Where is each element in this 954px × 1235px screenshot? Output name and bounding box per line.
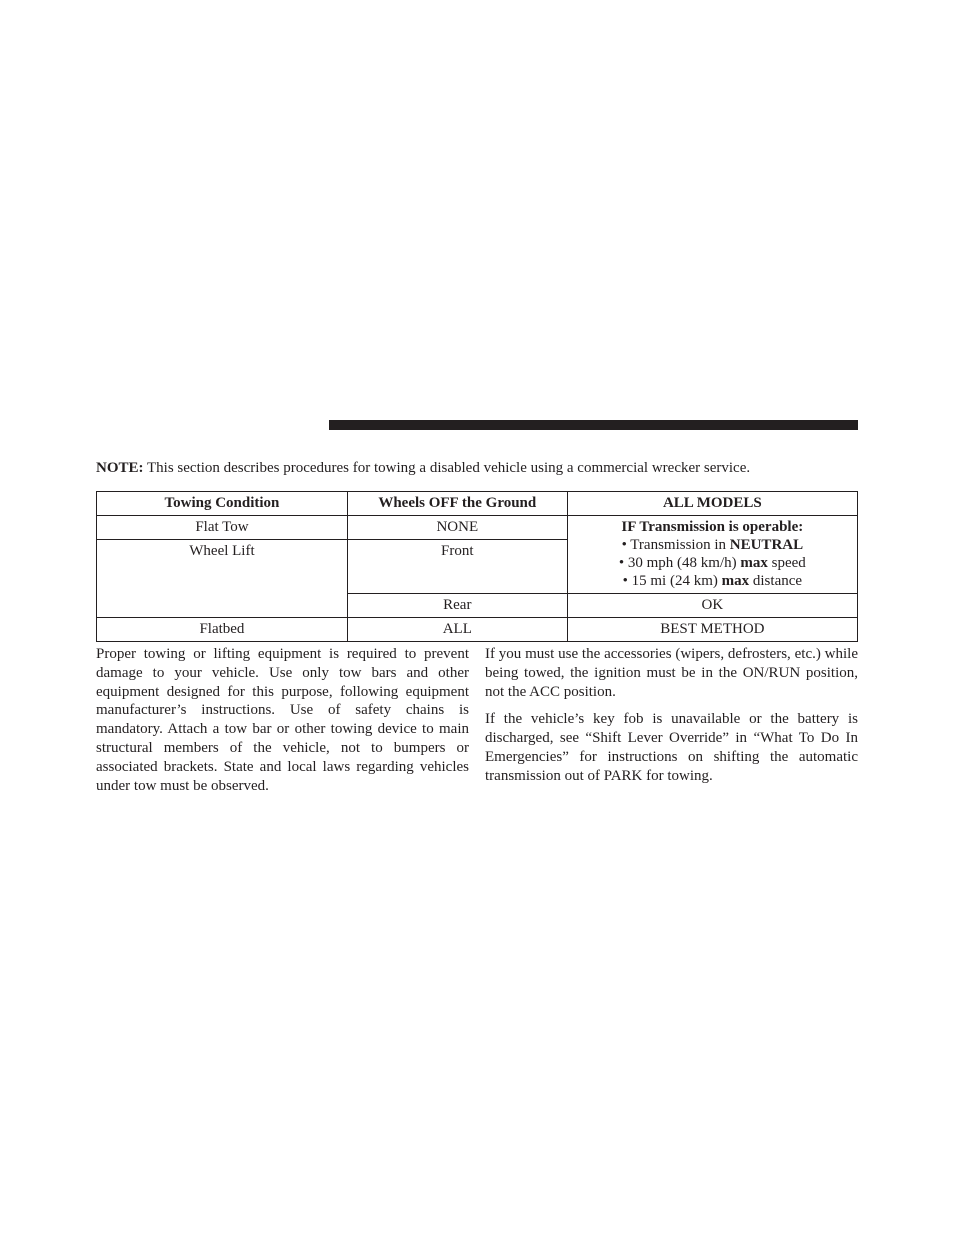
header-all-models: ALL MODELS (567, 492, 857, 516)
cell-flatbed-wheels: ALL (347, 618, 567, 642)
bullet-text: • 30 mph (48 km/h) (618, 555, 741, 571)
cell-flat-tow-condition: Flat Tow (97, 516, 348, 540)
note-text: This section describes procedures for towing a disabled vehicle using a commercial wrecker service. (143, 460, 751, 476)
cell-wheel-lift-rear-result: OK (567, 594, 857, 618)
bullet-bold: max (721, 573, 750, 589)
right-column (485, 645, 858, 795)
left-column (96, 645, 469, 804)
section-header-bar (329, 420, 858, 430)
cell-wheel-lift-front: Front (347, 540, 567, 594)
bullet-text: • 15 mi (24 km) (622, 573, 722, 589)
header-towing-condition: Towing Condition (97, 492, 348, 516)
towing-table (96, 491, 858, 642)
bullet-text: speed (767, 555, 806, 571)
operable-bullet-neutral (572, 536, 853, 554)
paragraph-key-fob: If the vehicle’s key fob is unavailable or the battery is discharged, see “Shift Lever Override” in “What To Do In Emergencies” for instructions on shifting the automatic transmission out of PARK for towing. (485, 711, 858, 784)
cell-flatbed-condition: Flatbed (97, 618, 348, 642)
cell-wheel-lift-condition: Wheel Lift (97, 540, 348, 618)
cell-flat-tow-wheels: NONE (347, 516, 567, 540)
header-wheels-off-ground: Wheels OFF the Ground (347, 492, 567, 516)
table-row-flatbed (97, 618, 858, 642)
table-row-flat-tow (97, 516, 858, 540)
bullet-text: distance (749, 573, 803, 589)
cell-operable-conditions (567, 516, 857, 594)
paragraph-accessories: If you must use the accessories (wipers, defrosters, etc.) while being towed, the ignition must be in the ON/RUN position, not the ACC position. (485, 646, 858, 700)
paragraph-towing-equipment: Proper towing or lifting equipment is required to prevent damage to your vehicle. Use only tow bars and other equipment designed for this purpose, following equipment manufacturer’s instructions. Use of safety chains is mandatory. Attach a tow bar or other towing device to main structural members of the vehicle, not to bumpers or associated brackets. State and local laws regarding vehicles under tow must be observed. (96, 646, 469, 794)
cell-flatbed-result: BEST METHOD (567, 618, 857, 642)
cell-wheel-lift-rear: Rear (347, 594, 567, 618)
operable-heading: IF Transmission is operable: (621, 519, 804, 535)
operable-bullet-speed (572, 554, 853, 572)
note-label: NOTE: (96, 460, 144, 476)
bullet-bold: NEUTRAL (729, 537, 804, 553)
bullet-text: • Transmission in (621, 537, 730, 553)
operable-bullet-distance (572, 572, 853, 590)
note-paragraph (96, 459, 858, 477)
table-header-row (97, 492, 858, 516)
bullet-bold: max (740, 555, 768, 571)
